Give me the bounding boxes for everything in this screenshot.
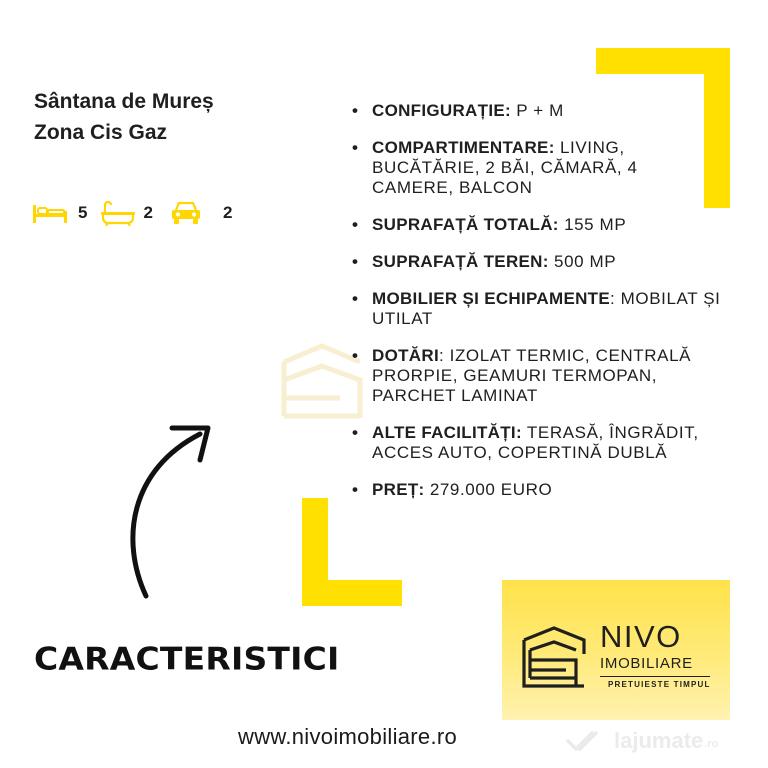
feature-label: SUPRAFAȚĂ TOTALĂ:	[372, 215, 559, 234]
list-item: • PREȚ: 279.000 EURO	[352, 480, 553, 499]
page-title: CARACTERISTICI	[34, 640, 340, 678]
feature-label: SUPRAFAȚĂ TEREN:	[372, 252, 549, 271]
list-item: • SUPRAFAȚĂ TOTALĂ: 155 MP	[352, 215, 627, 234]
feature-value: : MOBILAT ȘI UTILAT	[372, 289, 721, 328]
website-link[interactable]: www.nivoimobiliare.ro	[238, 724, 458, 749]
location-line-1: Sântana de Mureș	[34, 90, 214, 113]
logo-tagline: PRETUIESTE TIMPUL	[608, 680, 711, 689]
parking-count: 2	[222, 203, 233, 222]
list-item: • COMPARTIMENTARE: LIVING, BUCĂTĂRIE, 2 BĂI, CĂMARĂ, 4 CAMERE, BALCON	[352, 138, 638, 197]
amenity-bedrooms	[32, 202, 87, 224]
feature-value: TERASĂ, ÎNGRĂDIT, ACCES AUTO, COPERTINĂ DUBLĂ	[372, 423, 699, 462]
bed-icon	[32, 202, 68, 224]
feature-label: DOTĂRI	[372, 346, 439, 365]
list-item: • SUPRAFAȚĂ TEREN: 500 MP	[352, 252, 617, 271]
logo-subtitle: IMOBILIARE	[600, 655, 693, 672]
feature-value: 279.000 EURO	[424, 480, 553, 499]
feature-label: ALTE FACILITĂȚI:	[372, 423, 522, 442]
amenity-bathrooms	[99, 200, 152, 226]
feature-label: CONFIGURAȚIE:	[372, 101, 511, 120]
logo-divider	[600, 676, 710, 677]
feature-value: 500 MP	[548, 252, 617, 271]
logo-name: NIVO	[600, 619, 682, 654]
feature-list	[352, 101, 722, 517]
list-item: • CONFIGURAȚIE: P + M	[352, 101, 564, 120]
feature-label: MOBILIER ȘI ECHIPAMENTE	[372, 289, 610, 308]
amenity-parking	[169, 200, 232, 226]
feature-value: : IZOLAT TERMIC, CENTRALĂ PRORPIE, GEAMURI TERMOPAN, PARCHET LAMINAT	[372, 346, 692, 405]
bedroom-count: 5	[78, 203, 88, 222]
feature-value: LIVING, BUCĂTĂRIE, 2 BĂI, CĂMARĂ, 4 CAMERE, BALCON	[372, 138, 638, 197]
bathtub-icon	[99, 200, 137, 226]
lajumate-watermark	[566, 728, 718, 754]
feature-value: 155 MP	[558, 215, 627, 234]
feature-value: P + M	[510, 101, 564, 120]
location-title	[34, 86, 214, 148]
feature-label: COMPARTIMENTARE:	[372, 138, 555, 157]
list-item: • MOBILIER ȘI ECHIPAMENTE: MOBILAT ȘI UTILAT	[352, 289, 721, 328]
lajumate-text: lajumate	[614, 728, 704, 753]
feature-label: PREȚ:	[372, 480, 425, 499]
list-item: • ALTE FACILITĂȚI: TERASĂ, ÎNGRĂDIT, ACCES AUTO, COPERTINĂ DUBLĂ	[352, 423, 699, 462]
yellow-bracket-bottom-left-base	[302, 580, 402, 606]
amenities-row	[32, 200, 232, 226]
bathroom-count: 2	[143, 203, 153, 222]
location-line-2: Zona Cis Gaz	[34, 121, 168, 144]
list-item: • DOTĂRI: IZOLAT TERMIC, CENTRALĂ PRORPIE, GEAMURI TERMOPAN, PARCHET LAMINAT	[352, 346, 692, 405]
car-icon	[169, 200, 203, 226]
lajumate-check-icon	[566, 729, 610, 753]
nivo-building-logo-icon	[522, 624, 586, 688]
curved-arrow-icon	[120, 420, 220, 600]
lajumate-suffix: .ro	[704, 738, 719, 750]
